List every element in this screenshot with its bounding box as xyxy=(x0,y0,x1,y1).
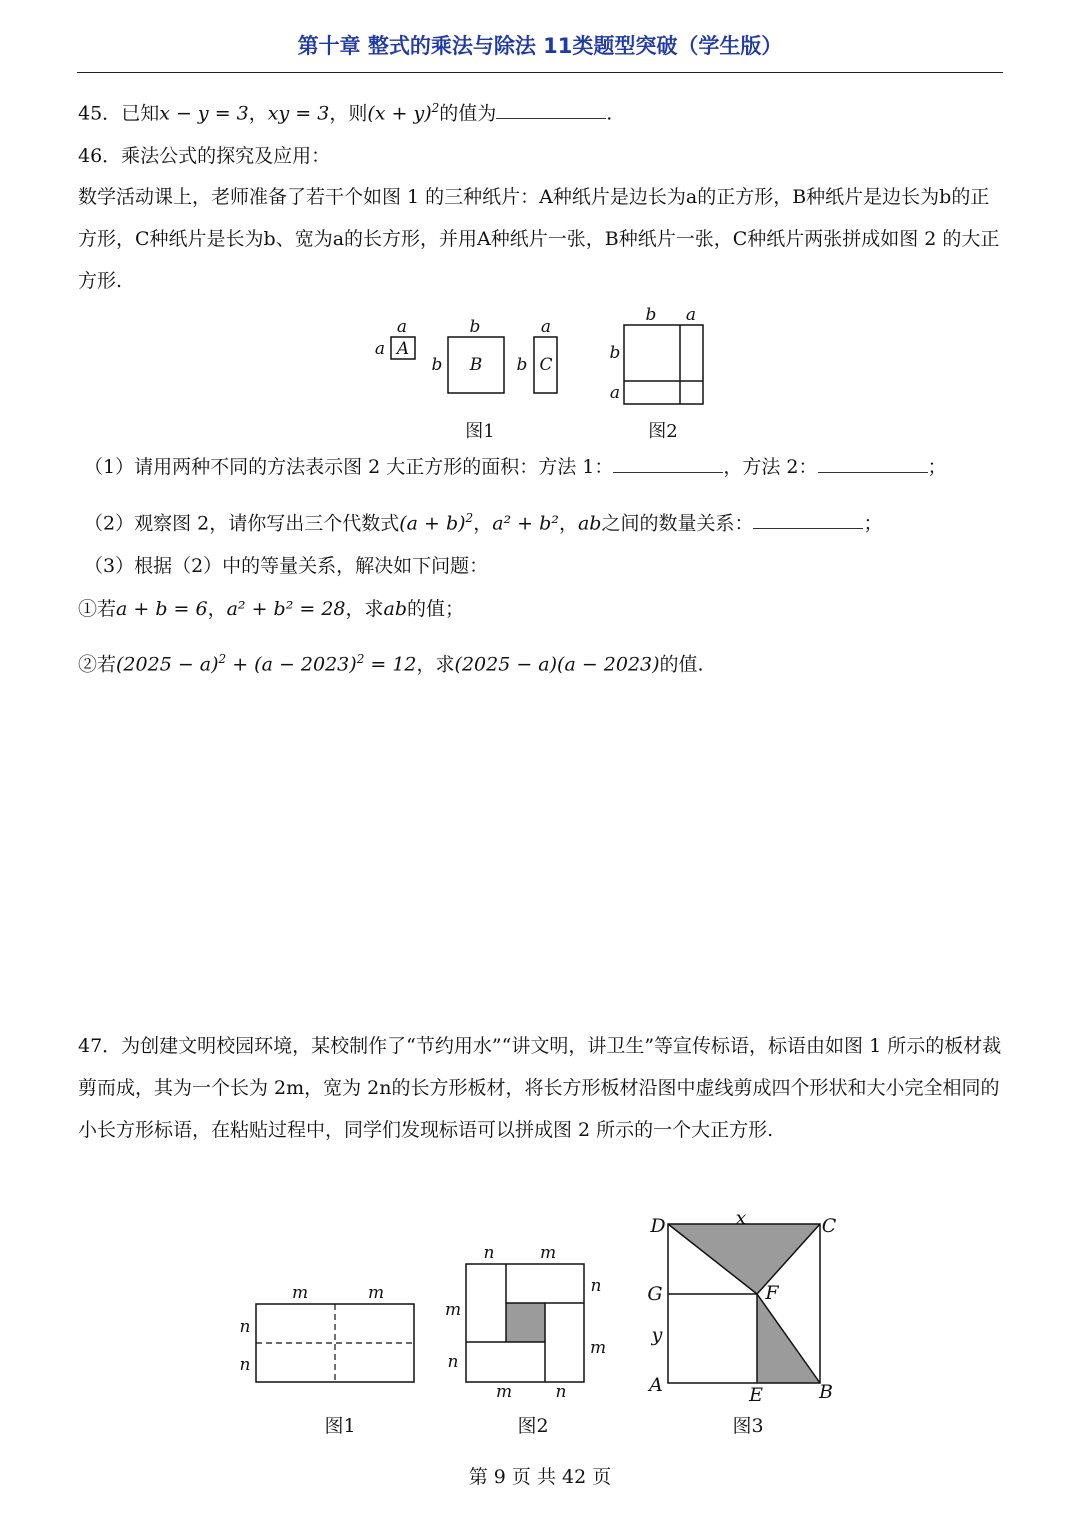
q46-method2-blank[interactable] xyxy=(818,454,928,473)
q45-math-1: x − y = 3 xyxy=(159,102,249,125)
q45-text-3: 的值为 xyxy=(439,102,497,125)
q46-sub1-math-3: ab xyxy=(383,598,408,620)
q47-fig1-label-n1: n xyxy=(239,1317,251,1337)
fig1-label-a-left: a xyxy=(374,339,386,359)
q45-exponent: 2 xyxy=(431,101,440,115)
q47-fig2-label-n-left: n xyxy=(447,1352,459,1372)
q47-figures xyxy=(225,1205,865,1445)
q46-part1 xyxy=(84,454,947,480)
fig2-label-b-top: b xyxy=(645,305,657,325)
q47-fig1-caption: 图1 xyxy=(324,1415,356,1437)
page-footer: 第 9 页 共 42 页 xyxy=(468,1466,612,1488)
q46-sub1-text-3: 的值； xyxy=(407,598,465,620)
q46-sub2-exp-1: 2 xyxy=(218,652,227,666)
q47-fig3-label-A: A xyxy=(649,1374,663,1396)
q46-figures xyxy=(360,305,720,445)
q47-fig2-center-square xyxy=(506,1303,545,1342)
q47-fig3-label-C: C xyxy=(821,1215,837,1237)
q45-sep: ， xyxy=(248,102,268,125)
fig2-caption: 图2 xyxy=(648,421,678,442)
q47-fig3-label-D: D xyxy=(650,1215,666,1237)
q45-number: 45． xyxy=(78,102,122,125)
question-47: 47．为创建文明校园环境，某校制作了“节约用水”“讲文明，讲卫生”等宣传标语，标语由如图 1 所示的板材裁剪而成，其为一个长为 2m，宽为 2n的长方形板材，将长方形板材沿图中虚线剪成四个形状和大小完全相同的小长方形标语，在粘贴过程中，同学们发现标语可以拼成图 2 所示的一个大正方形. xyxy=(78,1035,1002,1141)
fig2-label-a-left: a xyxy=(609,383,621,403)
q47-fig2-label-n-top: n xyxy=(483,1243,495,1263)
q46-sub2-math-3: (2025 − a)(a − 2023) xyxy=(454,653,660,676)
q46-sub2-exp-2: 2 xyxy=(356,652,365,666)
q46-sub2 xyxy=(78,646,704,677)
q46-sub2-eq: = 12 xyxy=(364,653,417,676)
q46-sub1-math-2: a² + b² = 28 xyxy=(226,598,346,620)
q47-fig1-label-n2: n xyxy=(239,1355,251,1375)
q47-fig3-label-G: G xyxy=(647,1283,663,1305)
q46-part3: （3）根据（2）中的等量关系，解决如下问题： xyxy=(84,555,489,577)
fig2-label-b-left: b xyxy=(609,343,621,363)
fig1-label-b-left: b xyxy=(431,355,443,375)
q46-sub1 xyxy=(78,596,464,622)
q46-part2-end: ； xyxy=(863,512,883,535)
q46-sub2-math-2: (a − 2023) xyxy=(254,653,357,676)
q46-part2-sep2: ， xyxy=(558,512,578,535)
q46-part2-text-2: 之间的数量关系： xyxy=(601,512,754,535)
q47-fig2-label-m-left: m xyxy=(444,1300,462,1320)
q47-fig3-label-E: E xyxy=(749,1384,763,1406)
q46-part2-math-3: ab xyxy=(577,512,602,535)
q46-part1-text-2: ，方法 2： xyxy=(723,456,818,478)
q47-fig1-label-m1: m xyxy=(291,1283,309,1303)
q45-answer-blank[interactable] xyxy=(496,100,606,119)
fig1-label-A: A xyxy=(396,339,410,359)
fig1-label-a-c: a xyxy=(540,317,552,337)
q47-fig2-label-m-bottom: m xyxy=(495,1382,513,1402)
q46-part2-exp: 2 xyxy=(465,511,474,525)
q46-intro: 数学活动课上，老师准备了若干个如图 1 的三种纸片：A种纸片是边长为a的正方形，B种纸片是边长为b的正方形，C种纸片是长为b、宽为a的长方形，并用A种纸片一张，B种纸片一张，C种纸片两张拼成如图 2 的大正方形. xyxy=(78,186,1000,292)
q46-part2-math-2: a² + b² xyxy=(492,512,559,535)
q46-part1-end: ； xyxy=(927,456,947,478)
q47-fig3-label-x: x xyxy=(735,1207,747,1229)
q46-sub1-math-1: a + b = 6 xyxy=(116,598,208,620)
q47-fig3-label-y: y xyxy=(651,1324,663,1346)
q46-sub1-text: ①若 xyxy=(78,598,117,620)
q46-sub1-sep: ， xyxy=(207,598,227,620)
q47-fig2-caption: 图2 xyxy=(517,1415,549,1437)
q47-fig2-label-m-top: m xyxy=(539,1243,557,1263)
q47-fig2-label-n-bottom: n xyxy=(555,1382,567,1402)
question-45 xyxy=(78,95,612,126)
fig2-big-square xyxy=(624,325,703,404)
q46-title: 46．乘法公式的探究及应用： xyxy=(78,145,331,167)
q46-part2-sep1: ， xyxy=(473,512,493,535)
q47-fig3-label-B: B xyxy=(819,1381,833,1403)
q46-part2 xyxy=(84,505,882,536)
q46-sub2-text: ②若 xyxy=(78,653,117,676)
q47-fig3-caption: 图3 xyxy=(732,1415,764,1437)
q46-part1-text: （1）请用两种不同的方法表示图 2 大正方形的面积：方法 1： xyxy=(84,456,614,478)
fig1-label-B: B xyxy=(469,355,483,375)
q47-fig2-label-m-right: m xyxy=(589,1338,607,1358)
q46-sub2-plus: + xyxy=(226,653,255,676)
q47-fig1-label-m2: m xyxy=(367,1283,385,1303)
q46-method1-blank[interactable] xyxy=(613,454,723,473)
q46-relation-blank[interactable] xyxy=(753,510,863,529)
q46-part2-math-1: (a + b) xyxy=(399,512,466,535)
q45-text: 已知 xyxy=(121,102,160,125)
q46-part2-text: （2）观察图 2，请你写出三个代数式 xyxy=(84,512,400,535)
page-header-title: 第十章 整式的乘法与除法 11类题型突破（学生版） xyxy=(297,34,783,58)
fig1-label-a-top: a xyxy=(396,317,408,337)
fig1-label-b-c: b xyxy=(516,355,528,375)
header-divider xyxy=(77,72,1003,73)
q46-sub1-text-2: ，求 xyxy=(345,598,384,620)
q45-end: . xyxy=(606,102,613,125)
q47-fig3-label-F: F xyxy=(765,1282,779,1304)
q46-sub2-math-1: (2025 − a) xyxy=(116,653,219,676)
fig1-label-C: C xyxy=(539,355,553,375)
q47-fig2-label-n-right: n xyxy=(590,1276,602,1296)
q45-math-2: xy = 3 xyxy=(267,102,330,125)
fig2-label-a-top: a xyxy=(685,305,697,325)
q45-text-2: ，则 xyxy=(329,102,368,125)
q45-math-3: (x + y) xyxy=(367,102,432,125)
fig1-label-b-top: b xyxy=(469,317,481,337)
fig1-caption: 图1 xyxy=(465,421,495,442)
q46-sub2-text-3: 的值. xyxy=(659,653,704,676)
q46-sub2-text-2: ，求 xyxy=(416,653,455,676)
